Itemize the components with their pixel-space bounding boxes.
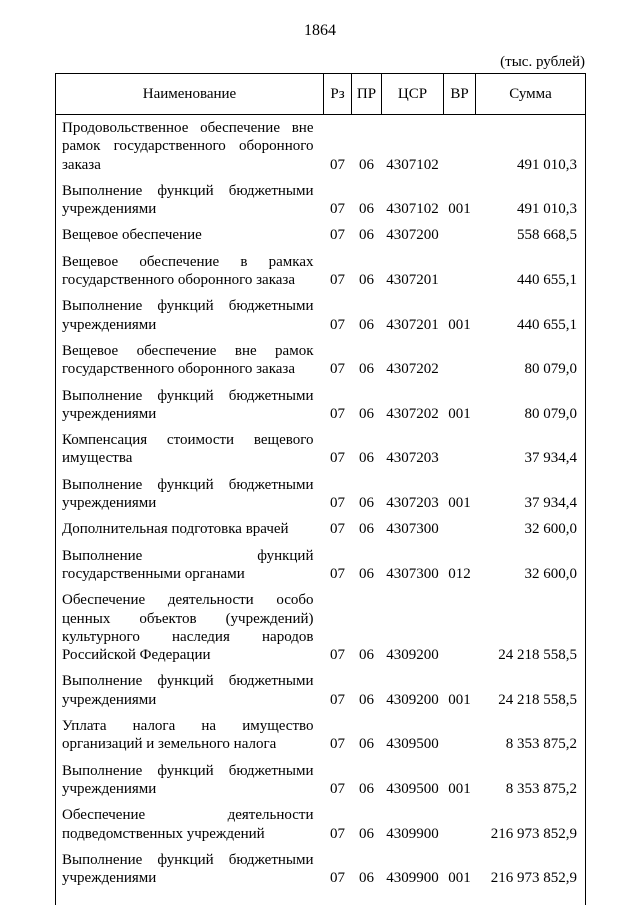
cell-csr: 4307203 (386, 450, 439, 467)
cell-pr: 06 (359, 780, 374, 797)
cell-csr: 4307201 (386, 272, 439, 289)
cell-sum: 80 079,0 (476, 383, 586, 428)
header-name: Наименование (56, 74, 324, 115)
cell-sum: 37 934,4 (476, 472, 586, 517)
cell-sum: 440 655,1 (476, 293, 586, 338)
cell-pr: 06 (359, 825, 374, 842)
cell-name: Выполнение функций бюджетными учреждениями (56, 758, 324, 803)
cell-pr: 06 (359, 405, 374, 422)
cell-rz: 07 (330, 647, 345, 664)
cell-vr (444, 249, 476, 294)
table-row (56, 668, 586, 713)
cell-csr: 4309200 (386, 647, 439, 664)
units-note: (тыс. рублей) (500, 54, 585, 70)
cell-rz: 07 (330, 736, 345, 753)
cell-pr: 06 (359, 316, 374, 333)
cell-csr: 4307203 (386, 495, 439, 512)
cell-name: Выполнение функций бюджетными учреждениями (56, 383, 324, 428)
cell-name: Выполнение функций бюджетными учреждениями (56, 847, 324, 892)
budget-table (55, 73, 586, 905)
cell-rz: 07 (330, 316, 345, 333)
cell-rz: 07 (330, 156, 345, 173)
cell-rz: 07 (330, 780, 345, 797)
cell-vr (444, 222, 476, 248)
table-row (56, 293, 586, 338)
cell-pr: 06 (359, 736, 374, 753)
cell-csr: 4307201 (386, 316, 439, 333)
cell-pr: 06 (359, 361, 374, 378)
cell-csr: 4307300 (386, 521, 439, 538)
cell-vr (444, 115, 476, 178)
cell-pr: 06 (359, 870, 374, 887)
table-row (56, 543, 586, 588)
table-row (56, 802, 586, 847)
header-pr: ПР (352, 74, 382, 115)
cell-sum: 8 353 875,2 (476, 713, 586, 758)
table-row (56, 472, 586, 517)
cell-sum: 24 218 558,5 (476, 668, 586, 713)
cell-sum: 216 973 852,9 (476, 847, 586, 892)
cell-vr: 012 (448, 565, 471, 582)
table-header (56, 74, 586, 115)
cell-rz: 07 (330, 521, 345, 538)
cell-sum: 32 600,0 (476, 543, 586, 588)
cell-rz: 07 (330, 870, 345, 887)
table-row (56, 427, 586, 472)
table-body (56, 115, 586, 905)
cell-name: Вещевое обеспечение вне рамок государственного оборонного заказа (56, 338, 324, 383)
cell-name: Выполнение функций бюджетными учреждениями (56, 178, 324, 223)
cell-name: Обеспечение деятельности подведомственных учреждений (56, 802, 324, 847)
cell-sum: 37 934,4 (476, 427, 586, 472)
cell-pr: 06 (359, 521, 374, 538)
cell-name: Дополнительная подготовка врачей (56, 516, 324, 542)
cell-vr: 001 (448, 691, 471, 708)
cell-sum: 440 655,1 (476, 249, 586, 294)
cell-rz: 07 (330, 691, 345, 708)
cell-name: Вещевое обеспечение (56, 222, 324, 248)
cell-sum: 491 010,3 (476, 178, 586, 223)
table-header-row (56, 74, 586, 115)
cell-sum: 80 079,0 (476, 338, 586, 383)
cell-sum: 32 600,0 (476, 516, 586, 542)
cell-sum: 216 973 852,9 (476, 802, 586, 847)
cell-pr: 06 (359, 201, 374, 218)
cell-csr: 4307202 (386, 361, 439, 378)
table-bottom-spacer (56, 891, 586, 905)
cell-rz: 07 (330, 272, 345, 289)
cell-csr: 4309500 (386, 736, 439, 753)
cell-pr: 06 (359, 156, 374, 173)
cell-rz: 07 (330, 405, 345, 422)
table-row (56, 178, 586, 223)
cell-rz: 07 (330, 450, 345, 467)
cell-name: Выполнение функций бюджетными учреждениями (56, 293, 324, 338)
cell-pr: 06 (359, 227, 374, 244)
cell-pr: 06 (359, 272, 374, 289)
cell-pr: 06 (359, 450, 374, 467)
cell-vr: 001 (448, 495, 471, 512)
cell-vr: 001 (448, 316, 471, 333)
cell-name: Продовольственное обеспечение вне рамок государственного оборонного заказа (56, 115, 324, 178)
cell-rz: 07 (330, 227, 345, 244)
table-row (56, 758, 586, 803)
cell-rz: 07 (330, 825, 345, 842)
cell-csr: 4309500 (386, 780, 439, 797)
cell-name: Выполнение функций бюджетными учреждениями (56, 668, 324, 713)
cell-vr: 001 (448, 870, 471, 887)
table-row (56, 847, 586, 892)
table-row (56, 713, 586, 758)
cell-pr: 06 (359, 565, 374, 582)
cell-csr: 4309900 (386, 825, 439, 842)
cell-sum: 491 010,3 (476, 115, 586, 178)
page-number: 1864 (304, 22, 336, 39)
cell-csr: 4309200 (386, 691, 439, 708)
cell-vr (444, 338, 476, 383)
cell-name: Компенсация стоимости вещевого имущества (56, 427, 324, 472)
cell-sum: 558 668,5 (476, 222, 586, 248)
header-csr: ЦСР (382, 74, 444, 115)
cell-vr (444, 516, 476, 542)
cell-vr: 001 (448, 201, 471, 218)
cell-vr (444, 427, 476, 472)
cell-vr (444, 587, 476, 668)
cell-csr: 4307300 (386, 565, 439, 582)
cell-pr: 06 (359, 495, 374, 512)
table-row (56, 516, 586, 542)
cell-name: Выполнение функций бюджетными учреждениями (56, 472, 324, 517)
table-row (56, 338, 586, 383)
header-vr: ВР (444, 74, 476, 115)
cell-name: Обеспечение деятельности особо ценных объектов (учреждений) культурного наследия народов Российской Федерации (56, 587, 324, 668)
header-rz: Рз (324, 74, 352, 115)
cell-csr: 4307200 (386, 227, 439, 244)
cell-name: Уплата налога на имущество организаций и земельного налога (56, 713, 324, 758)
cell-name: Вещевое обеспечение в рамках государственного оборонного заказа (56, 249, 324, 294)
cell-name: Выполнение функций государственными органами (56, 543, 324, 588)
cell-sum: 8 353 875,2 (476, 758, 586, 803)
cell-vr: 001 (448, 780, 471, 797)
table-row (56, 587, 586, 668)
cell-vr (444, 802, 476, 847)
cell-csr: 4307102 (386, 156, 439, 173)
table-row (56, 222, 586, 248)
cell-rz: 07 (330, 361, 345, 378)
cell-sum: 24 218 558,5 (476, 587, 586, 668)
table-row (56, 249, 586, 294)
cell-rz: 07 (330, 565, 345, 582)
cell-vr: 001 (448, 405, 471, 422)
cell-rz: 07 (330, 201, 345, 218)
cell-rz: 07 (330, 495, 345, 512)
cell-pr: 06 (359, 647, 374, 664)
header-sum: Сумма (476, 74, 586, 115)
cell-csr: 4307202 (386, 405, 439, 422)
cell-csr: 4307102 (386, 201, 439, 218)
cell-pr: 06 (359, 691, 374, 708)
table-row (56, 383, 586, 428)
cell-vr (444, 713, 476, 758)
cell-csr: 4309900 (386, 870, 439, 887)
table-row (56, 115, 586, 178)
